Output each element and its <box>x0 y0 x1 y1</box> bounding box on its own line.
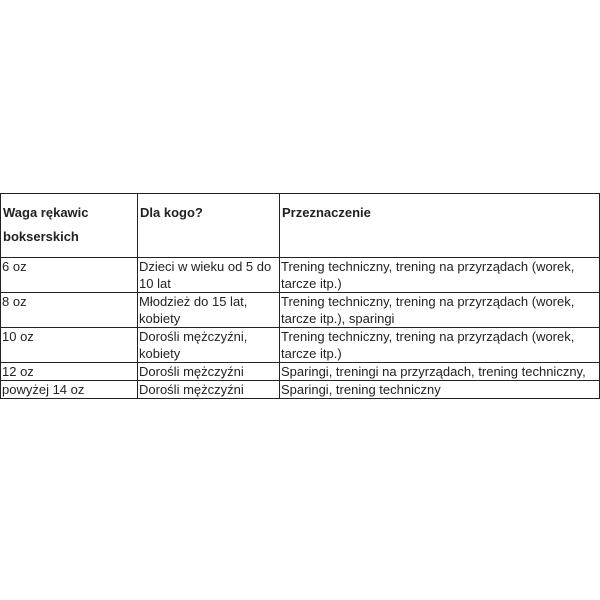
table-row <box>1 258 600 293</box>
table-row <box>1 328 600 363</box>
cell-for-whom: Młodzież do 15 lat, kobiety <box>138 293 280 328</box>
cell-purpose: Trening techniczny, trening na przyrządach (worek, tarcze itp.) <box>280 258 600 293</box>
cell-for-whom: Dorośli mężczyźni <box>138 381 280 399</box>
header-purpose: Przeznaczenie <box>280 194 600 258</box>
cell-for-whom: Dzieci w wieku od 5 do 10 lat <box>138 258 280 293</box>
cell-purpose: Trening techniczny, trening na przyrządach (worek, tarcze itp.), sparingi <box>280 293 600 328</box>
glove-weight-table <box>0 193 600 399</box>
cell-weight: 10 oz <box>1 328 138 363</box>
cell-weight: 12 oz <box>1 363 138 381</box>
header-for-whom: Dla kogo? <box>138 194 280 258</box>
cell-for-whom: Dorośli mężczyźni, kobiety <box>138 328 280 363</box>
cell-for-whom: Dorośli mężczyźni <box>138 363 280 381</box>
table-row <box>1 293 600 328</box>
cell-purpose: Trening techniczny, trening na przyrządach (worek, tarcze itp.) <box>280 328 600 363</box>
cell-purpose: Sparingi, treningi na przyrządach, trening techniczny, <box>280 363 600 381</box>
table-row <box>1 363 600 381</box>
cell-weight: 6 oz <box>1 258 138 293</box>
table-row <box>1 381 600 399</box>
cell-purpose: Sparingi, trening techniczny <box>280 381 600 399</box>
header-glove-weight: Waga rękawic bokserskich <box>1 194 138 258</box>
cell-weight: powyżej 14 oz <box>1 381 138 399</box>
table-header-row <box>1 194 600 258</box>
cell-weight: 8 oz <box>1 293 138 328</box>
